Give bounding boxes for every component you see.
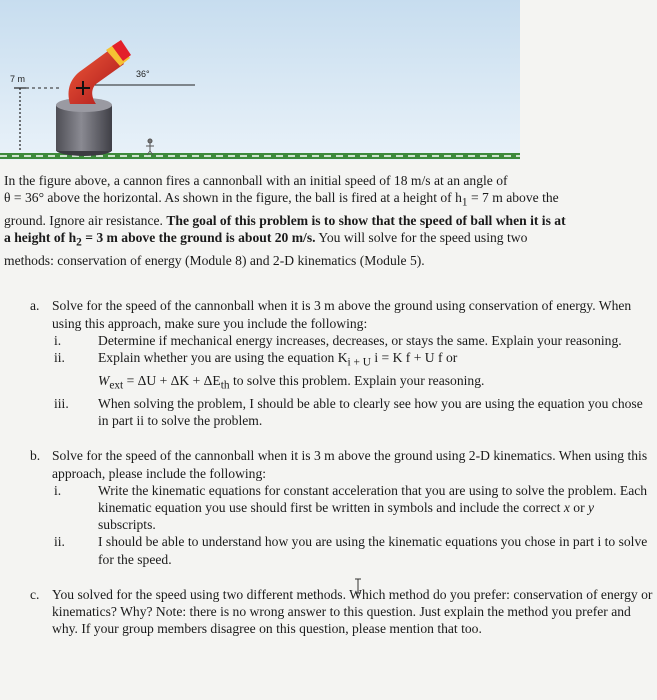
part-b-lead: Solve for the speed of the cannonball when it is 3 m above the ground using 2-D kinematics. When using this approach, please include the following: <box>52 448 648 481</box>
text-cursor-icon <box>353 578 363 594</box>
part-b-letter: b. <box>30 448 41 464</box>
part-a-iii: iii. When solving the problem, I should be able to clearly see how you are using the equation you chose in part ii to solve the problem. <box>54 395 643 429</box>
part-a-i: i. Determine if mechanical energy increases, decreases, or stays the same. Explain your reasoning. <box>54 332 622 348</box>
height-label: 7 m <box>10 74 26 84</box>
part-a <box>4 297 654 429</box>
part-c <box>4 586 654 638</box>
intro-paragraph: In the figure above, a cannon fires a cannonball with an initial speed of 18 m/s at an angle of θ = 36° above the horizontal. As shown in the figure, the ball is fired at a height of $h_1 = 7$ m above the ground. Ignore air resistance. The goal of this problem is to show that the speed of ball when it is at a height of $h_2 = 3$ m above the ground is about 20 m/s. You will solve for the speed using two methods: conservation of energy (Module 8) and 2-D kinematics (Module 5). <box>4 173 566 269</box>
angle-label: 36° <box>136 69 150 79</box>
part-c-text: You solved for the speed using two different methods. Which method do you prefer: conservation of energy or kinematics? Why? Note: there is no wrong answer to this question. Just explain the method you prefer and why. If your group members disagree on this question, please mention that too. <box>52 586 653 637</box>
part-b-ii: ii. I should be able to understand how you are using the kinematic equations you chose in part i to solve for the speed. <box>54 534 648 567</box>
problem-text <box>4 172 654 655</box>
cannon-figure <box>0 0 520 165</box>
part-b-i: i. Write the kinematic equations for constant acceleration that you are using to solve the problem. Each kinematic equation you use should first be written in symbols and include the correct x or y subscripts. <box>54 482 648 533</box>
part-a-letter: a. <box>30 298 40 314</box>
part-a-lead: Solve for the speed of the cannonball when it is 3 m above the ground using conservation of energy. When using this approach, make sure you include the following: <box>52 298 632 331</box>
part-c-letter: c. <box>30 586 40 602</box>
part-a-ii: ii. Explain whether you are using the equation $K_{i + U}$ i = K f + U f or $W_{ext} = \Delta U + \Delta K + \Delta E_{th}$ to solve this problem. Explain your reasoning. <box>54 350 485 392</box>
part-b <box>4 447 654 567</box>
